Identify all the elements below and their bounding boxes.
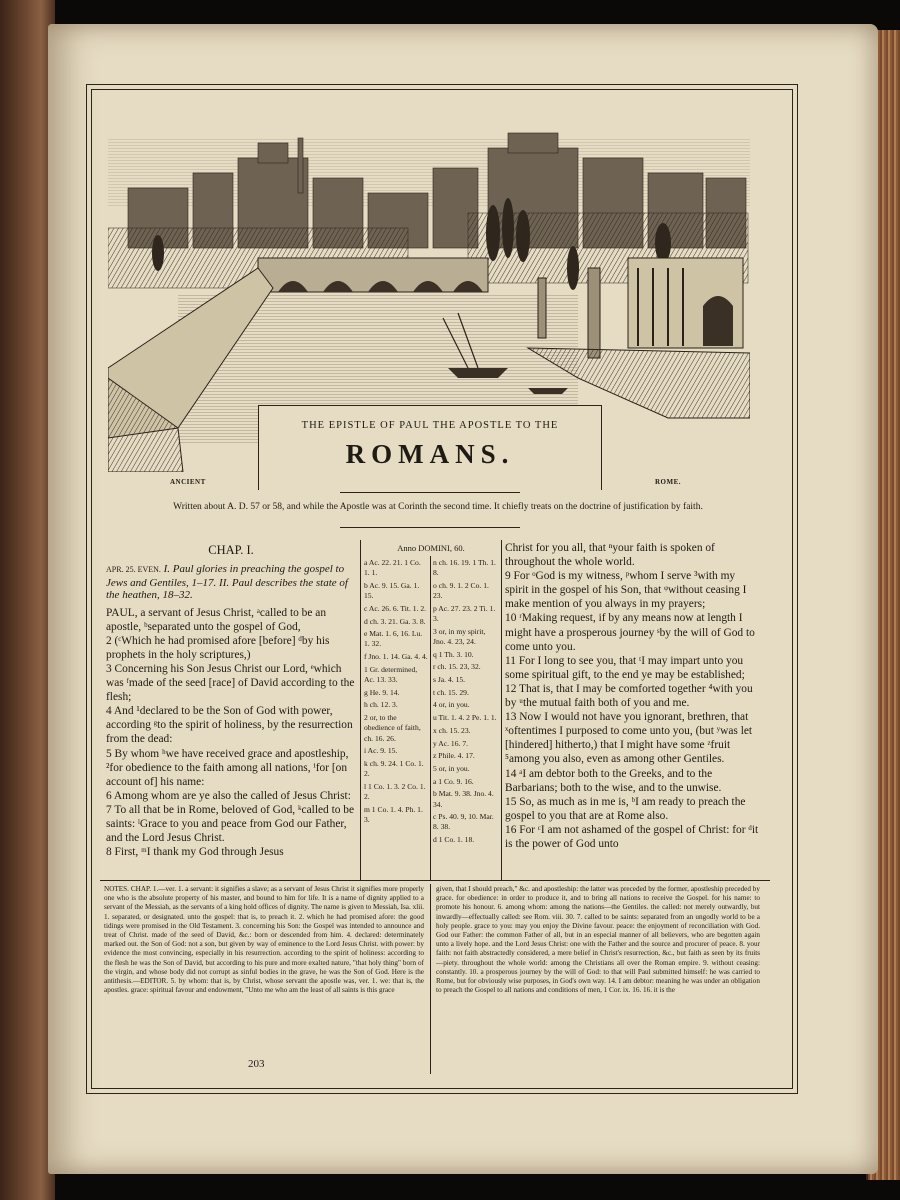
verse-6: 6 Among whom are ye also the called of Jesus Christ: [106, 789, 351, 802]
caption-right: ROME. [655, 478, 682, 486]
reference: 4 or, in you. [433, 700, 470, 710]
reference: d ch. 3. 21. Ga. 3. 8. [364, 616, 426, 626]
reference: d 1 Co. 1. 18. [433, 835, 475, 845]
notes-rule [100, 880, 770, 881]
reference: 1 Gr. determined, Ac. 13. 33. [364, 664, 418, 685]
summary-text: I. Paul glories in preaching the gospel to Jews and Gentiles, 1–17. II. Paul describes the state of the heathen, 18–32. [106, 563, 348, 602]
reference: a 1 Co. 9. 16. [433, 776, 474, 786]
notes-left: NOTES. CHAP. 1.—ver. 1. a servant: it signifies a slave; as a servant of Jesus Christ it signifies more properly one who is the absolute property of his master, and bound to him for life. It is a name of dignity applied to a servant of the Messiah, as the servants of a king hold offices of dignity. The name is given to Messiah, Isa. xlii. 1. separated, or designated. unto the gospel: that is, to preach it. 2. which he had promised afore: the good tidings were promised in the Old Testament. 3. concerning his Son: the Gospel was intended to announce and treat of Christ. made of the seed of David, &c.: born or descended from him. 4. declared: determinately marked out. the Son of God: not a son, but given by way of eminence to the Lord Jesus Christ. with power: by evidence the most convincing, especially in his resurrection. according to the spirit of holiness: according to the flesh he was the Son of David, but according to his pure and more exalted nature, "that holy thing" born of the virgin, and whose body did not corrupt as sinful bodies in the grave, he was the Son of God. Here is the antithesis.—EDITOR. 5. by whom: that is, by Christ, whose servant the apostle was, ver. 1. we: that is, the apostles. grace: spiritual favour and endowment, "Unto me who am the least of all saints is this grace [104, 885, 424, 995]
reference: 2 or, to the obedience of faith, ch. 16. 26. [364, 713, 421, 743]
reference: 5 or, in you. [433, 763, 470, 773]
book-title: ROMANS. [345, 439, 515, 469]
verse-4: 4 And ¹declared to be the Son of God with power, according ᵍto the spirit of holiness, by the resurrection from the dead: [106, 705, 353, 746]
verse-13: 13 Now I would not have you ignorant, brethren, that ˣoftentimes I purposed to come unto you, (but ʸwas let [hindered] hitherto,) that I might have some ᶻfruit ⁵among you also, even as among other Gentiles. [505, 711, 753, 766]
title-rule [340, 492, 520, 493]
reference: i Ac. 9. 15. [364, 746, 398, 756]
left-column [106, 543, 356, 859]
verse-8: 8 First, ᵐI thank my God through Jesus [106, 846, 284, 859]
reference: c Ps. 40. 9, 10. Mar. 8. 38. [433, 812, 494, 832]
reference: r ch. 15. 23, 32. [433, 662, 481, 672]
reference: f Jno. 1. 14. Ga. 4. 4. [364, 652, 428, 662]
reference: y Ac. 16. 7. [433, 738, 469, 748]
reference: c Ac. 26. 6. Tit. 1. 2. [364, 603, 427, 613]
reference: n ch. 16. 19. 1 Th. 1. 8. [433, 558, 496, 578]
verse-12: 12 That is, that I may be comforted together ⁴with you by ᵘthe mutual faith both of you and me. [505, 682, 753, 710]
reference: a Ac. 22. 21. 1 Co. 1. 1. [364, 558, 421, 578]
reference: o ch. 9. 1. 2 Co. 1. 23. [433, 580, 489, 601]
references-col-1 [364, 558, 428, 828]
verse-7: 7 To all that be in Rome, beloved of God, ᵏcalled to be saints: ˡGrace to you and peace from God our Father, and the Lord Jesus Christ. [106, 803, 355, 845]
margin-date: APR. 25. EVEN. [106, 565, 161, 575]
right-column [505, 541, 759, 851]
page-number: 203 [248, 1058, 265, 1070]
reference: e Mat. 1. 6, 16. Lu. 1. 32. [364, 629, 423, 649]
reference: g He. 9. 14. [364, 687, 400, 697]
caption-left: ANCIENT [170, 478, 206, 486]
verse-5: 5 By whom ʰwe have received grace and apostleship, ²for obedience to the faith among all nations, ⁱfor [on account of] his name: [106, 747, 349, 788]
verse-10: 10 ʳMaking request, if by any means now at length I might have a prosperous journey ˢby the will of God to come unto you. [505, 612, 755, 653]
reference: p Ac. 27. 23. 2 Ti. 1. 3. [433, 603, 496, 624]
anno-domini: Anno DOMINI, 60. [397, 543, 465, 553]
verse-8-cont: Christ for you all, that ⁿyour faith is spoken of throughout the whole world. [505, 542, 715, 569]
reference: l 1 Co. 1. 3. 2 Co. 1. 2. [364, 781, 426, 802]
verse-1: PAUL, a servant of Jesus Christ, ᵃcalled to be an apostle, ᵇseparated unto the gospel of God, [106, 606, 327, 633]
reference: k ch. 9. 24. 1 Co. 1. 2. [364, 758, 424, 779]
book-spine [0, 0, 55, 1200]
reference: 3 or, in my spirit, Jno. 4. 23, 24. [433, 626, 486, 646]
chapter-heading: CHAP. I. [208, 543, 254, 557]
references-header-wrap [363, 543, 499, 557]
verse-11: 11 For I long to see you, that ᵗI may impart unto you some spiritual gift, to the end ye may be established; [505, 654, 745, 681]
reference: x ch. 15. 23. [433, 725, 471, 735]
reference: h ch. 12. 3. [364, 700, 398, 710]
reference: u Tit. 1. 4. 2 Pe. 1. 1. [433, 713, 497, 723]
reference: m 1 Co. 1. 4. Ph. 1. 3. [364, 804, 423, 824]
verse-9: 9 For ᵒGod is my witness, ᵖwhom I serve ³with my spirit in the gospel of his Son, that ᵠwithout ceasing I make mention of you always in my prayers; [505, 570, 747, 611]
chapter-summary [106, 563, 356, 602]
verse-16: 16 For ᶜI am not ashamed of the gospel of Christ: for ᵈit is the power of God unto [505, 823, 759, 850]
notes-divider [430, 884, 431, 1074]
title-line: THE EPISTLE OF PAUL THE APOSTLE TO THE [301, 420, 559, 431]
notes-right: given, that I should preach," &c. and apostleship: the latter was preceded by the former, apostleship preceded by grace. for obedience: in order to produce it, and to bring all nations to receive the Gospel. for his name: to promote his honour. 6. among whom: among the nations—the Gentiles. the called: not merely outwardly, but inwardly—effectually called: see Rom. viii. 30. 7. called to be saints: separated from an ungodly world to be a holy people. grace to you: may you enjoy the Divine favour. peace: the enjoyment of reconciliation with God. God our Father: the common Father of all, but in an especial manner of all believers, who are begotten again unto a lively hope. and the Lord Jesus Christ: one with the Father and the source and procurer of peace. 8. your faith: not faith abstractedly considered, a mere belief in Christ's resurrection, &c., but faith as seen by its fruits—piety. throughout the whole world: among the Christians all over the Roman empire. 9. without ceasing: constantly. 10. a prosperous journey by the will of God: to that will Paul submitted himself: he was carried to Rome, but for obviously wise purposes, in God's own way. 14. I am debtor: meaning he was under an obligation to preach the Gospel to all nations and conditions of men, 1 Cor. ix. 16. 16. it is the [436, 885, 760, 995]
verse-2: 2 (ᶜWhich he had promised afore [before] ᵈby his prophets in the holy scriptures,) [106, 634, 330, 661]
reference: z Phile. 4. 17. [433, 751, 475, 761]
title-cartouche [258, 405, 602, 490]
references-col-2 [433, 558, 499, 848]
subtitle-rule [340, 527, 520, 528]
column-divider-right [501, 540, 502, 880]
reference: q 1 Th. 3. 10. [433, 649, 474, 659]
reference: b Mat. 9. 38. Jno. 4. 34. [433, 789, 494, 809]
verse-3: 3 Concerning his Son Jesus Christ our Lord, ᵉwhich was ᶠmade of the seed [race] of David according to the flesh; [106, 662, 355, 704]
reference: b Ac. 9. 15. Ga. 1. 15. [364, 580, 420, 601]
reference: t ch. 15. 29. [433, 687, 469, 697]
verse-14: 14 ᵃI am debtor both to the Greeks, and to the Barbarians; both to the wise, and to the unwise. [505, 767, 722, 794]
reference: s Ja. 4. 15. [433, 675, 466, 685]
written-note: Written about A. D. 57 or 58, and while the Apostle was at Corinth the second time. It chiefly treats on the doctrine of justification by faith. [173, 502, 703, 512]
verse-15: 15 So, as much as in me is, ᵇI am ready to preach the gospel to you that are at Rome also. [505, 795, 746, 822]
column-divider-mid [430, 556, 431, 880]
column-divider-left [360, 540, 361, 880]
